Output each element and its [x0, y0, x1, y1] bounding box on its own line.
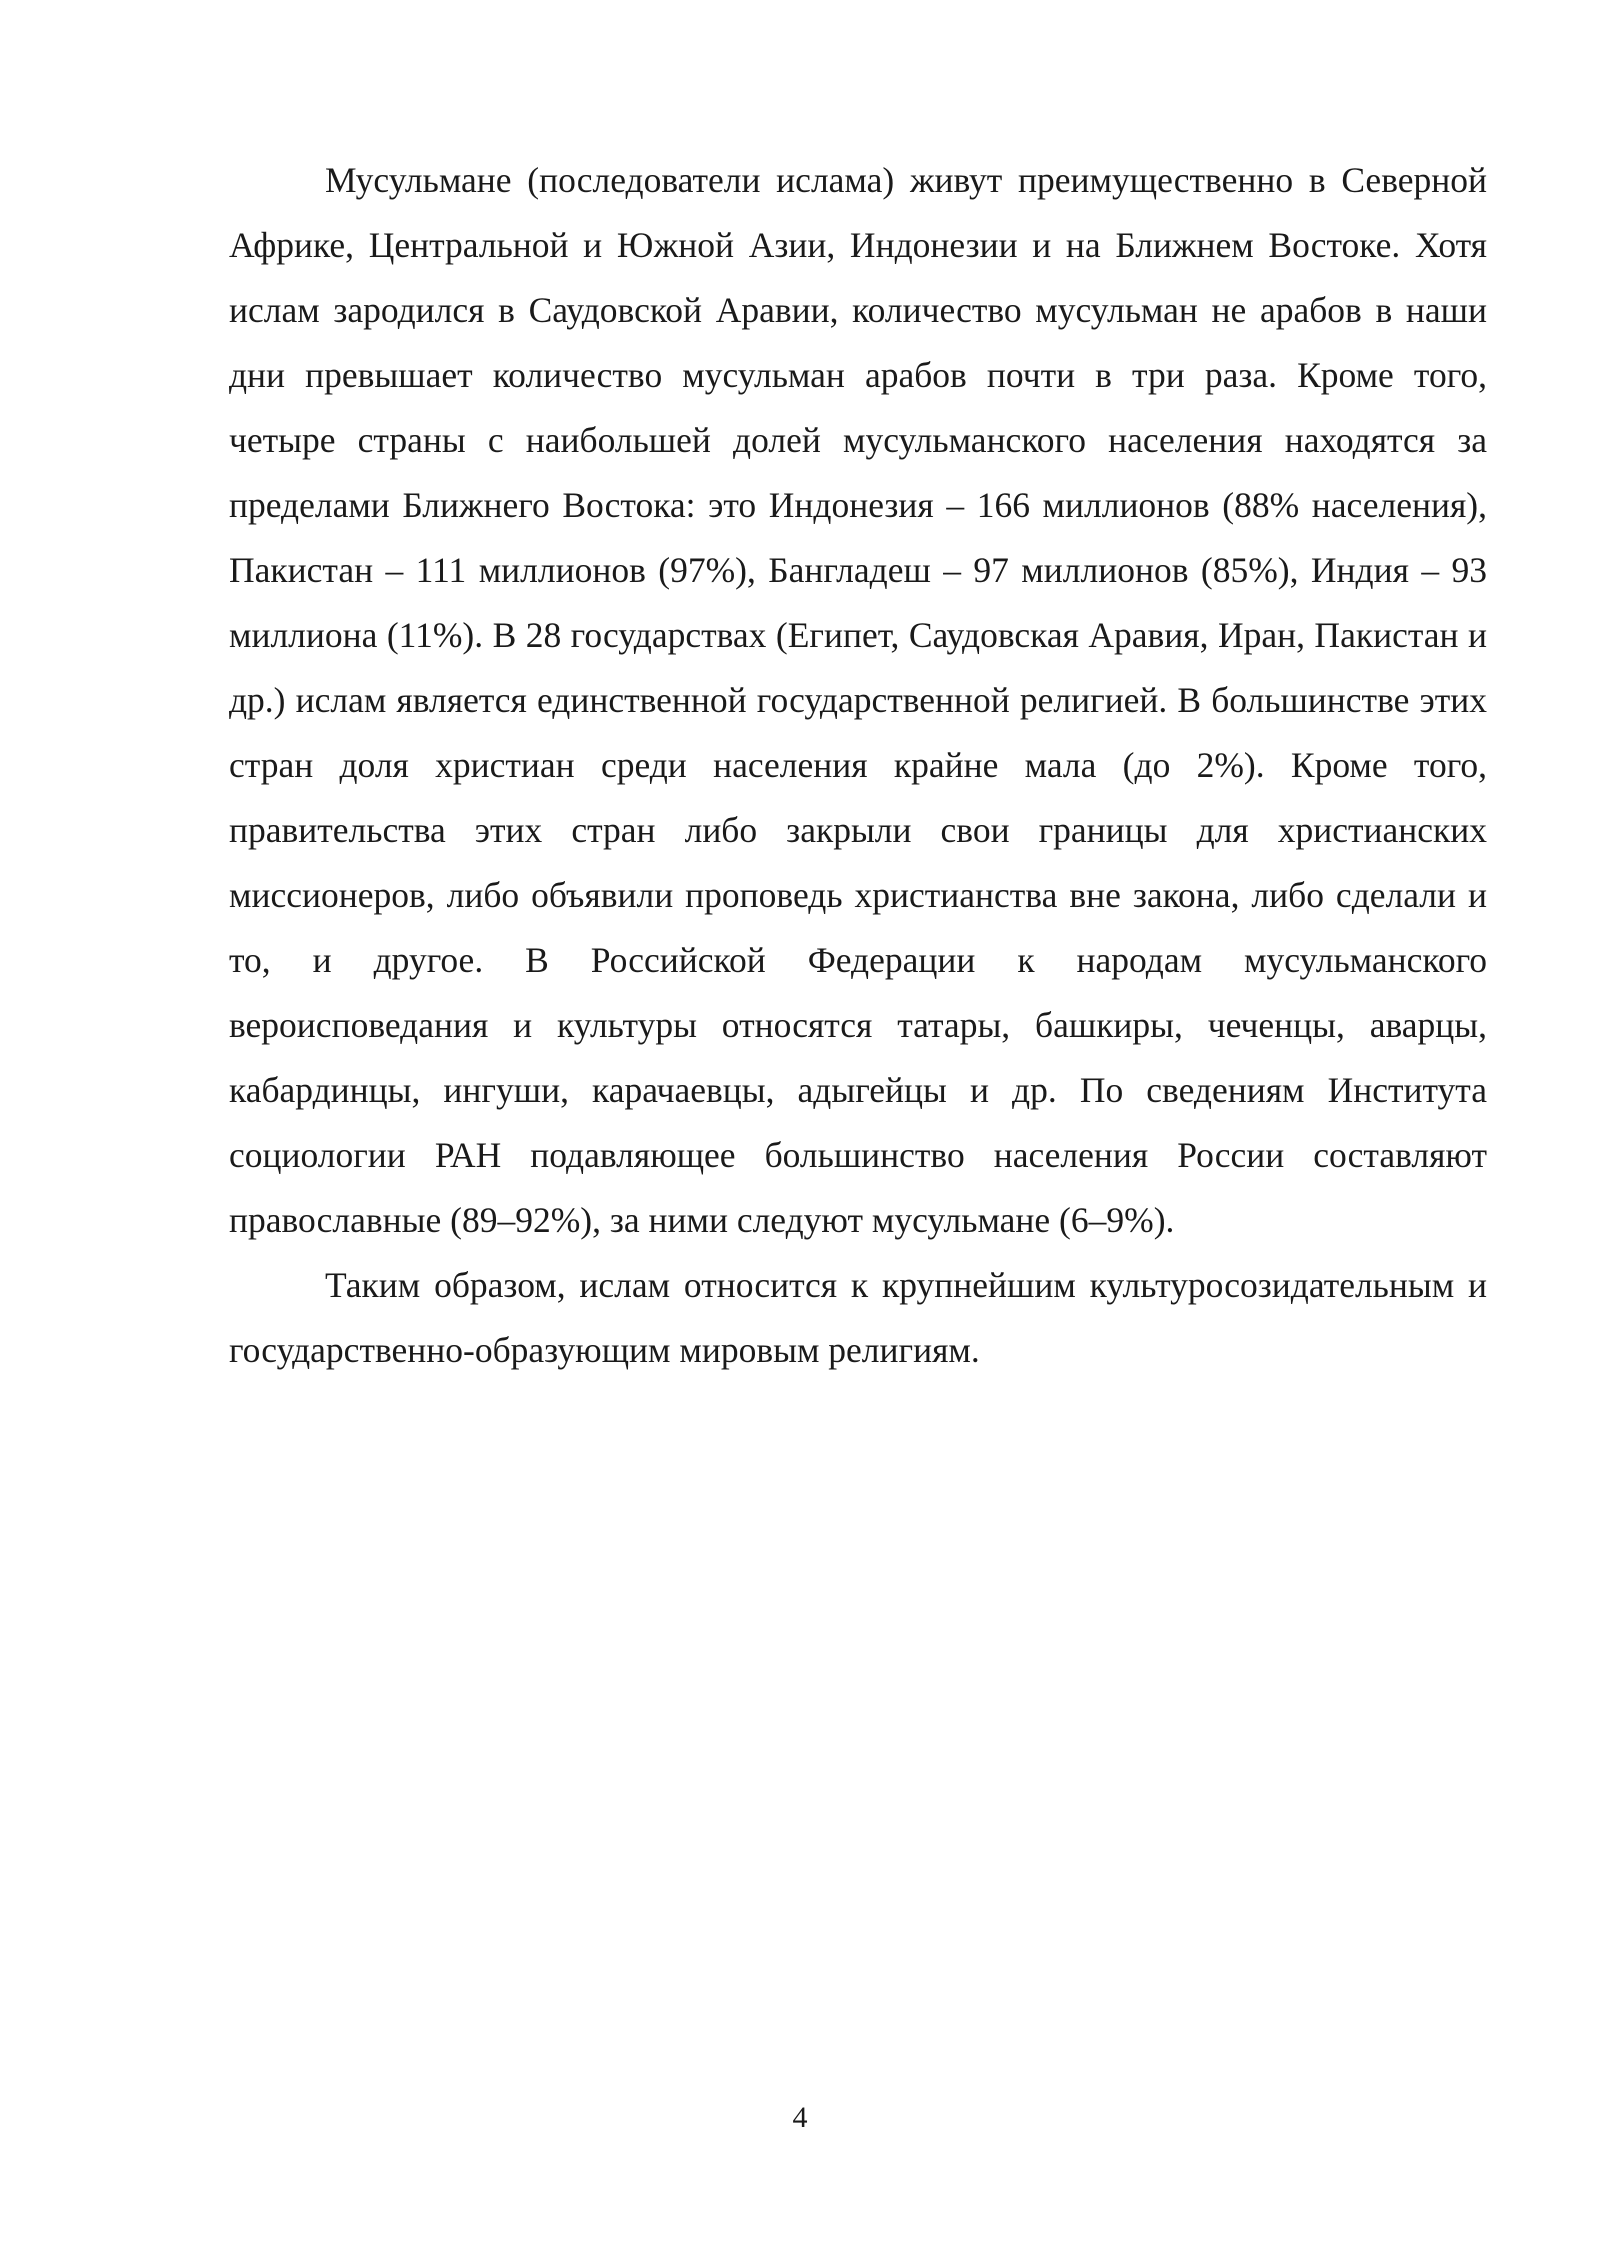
- paragraph-muslims-distribution: Мусульмане (последователи ислама) живут преимущественно в Северной Африке, Центральной и Южной Азии, Индонезии и на Ближнем Востоке. Хотя ислам зародился в Саудовской Аравии, количество мусульман не арабов в наши дни превышает количество мусульман арабов почти в три раза. Кроме того, четыре страны с наибольшей долей мусульманского населения находятся за пределами Ближнего Востока: это Индонезия – 166 миллионов (88% населения), Пакистан – 111 миллионов (97%), Бангладеш – 97 миллионов (85%), Индия – 93 миллиона (11%). В 28 государствах (Египет, Саудовская Аравия, Иран, Пакистан и др.) ислам является единственной государственной религией. В большинстве этих стран доля христиан среди населения крайне мала (до 2%). Кроме того, правительства этих стран либо закрыли свои границы для христианских миссионеров, либо объявили проповедь христианства вне закона, либо сделали и то, и другое. В Российской Федерации к народам мусульманского вероисповедания и культуры относятся татары, башкиры, чеченцы, аварцы, кабардинцы, ингуши, карачаевцы, адыгейцы и др. По сведениям Института социологии РАН подавляющее большинство населения России составляют православные (89–92%), за ними следуют мусульмане (6–9%).: [229, 160, 1487, 1240]
- page-number: 4: [792, 2101, 808, 2134]
- document-body: [229, 148, 1487, 1383]
- paragraph-conclusion: Таким образом, ислам относится к крупнейшим культуросозидательным и государственно-образующим мировым религиям.: [229, 1265, 1487, 1370]
